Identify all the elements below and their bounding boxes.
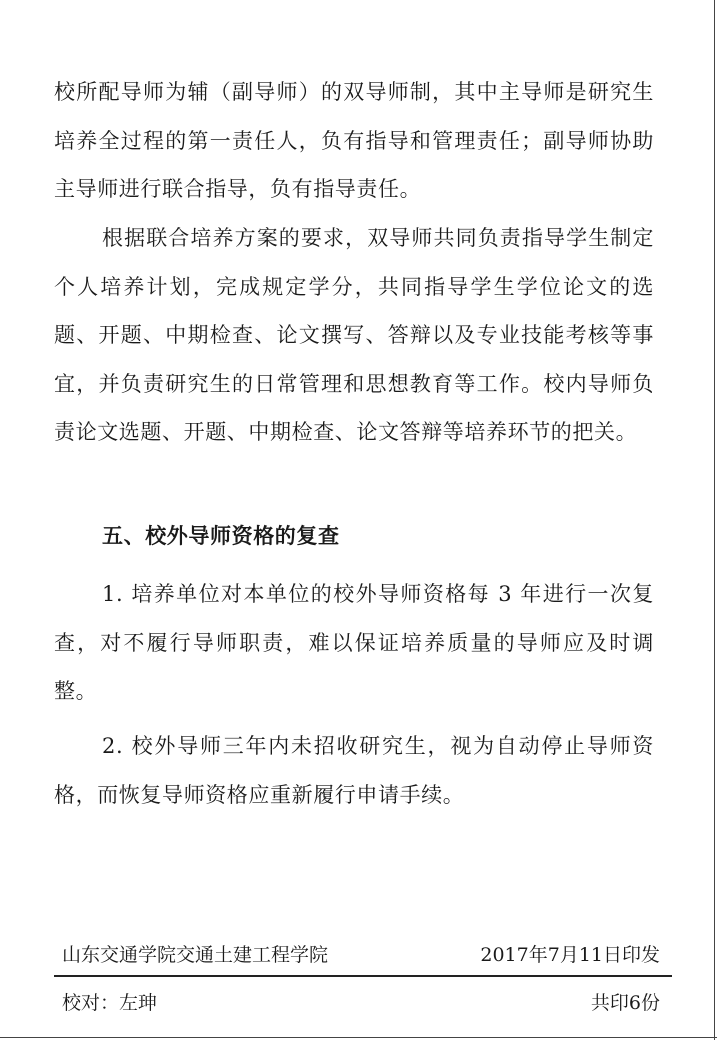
footer-proof-row — [62, 984, 660, 1018]
paragraph-review-item-1: 1. 培养单位对本单位的校外导师资格每 3 年进行一次复查，对不履行导师职责，难以保证培养质量的导师应及时调整。 — [54, 582, 654, 703]
section-heading-review: 五、校外导师资格的复查 — [102, 523, 340, 548]
paragraph-review-item-2: 2. 校外导师三年内未招收研究生，视为自动停止导师资格，而恢复导师资格应重新履行申请手续。 — [54, 734, 654, 807]
footer-issue-row — [62, 936, 660, 970]
footer-issuer: 山东交通学院交通土建工程学院 — [62, 943, 329, 966]
footer-copies: 共印6份 — [590, 991, 660, 1014]
paragraph-joint-training: 根据联合培养方案的要求，双导师共同负责指导学生制定个人培养计划，完成规定学分，共同指导学生学位论文的选题、开题、中期检查、论文撰写、答辩以及专业技能考核等事宜，并负责研究生的日常管理和思想教育等工作。校内导师负责论文选题、开题、中期检查、论文答辩等培养环节的把关。 — [54, 226, 654, 444]
page-border-bottom — [0, 1037, 717, 1038]
page-border-right — [714, 0, 715, 1040]
footer-issue-date: 2017年7月11日印发 — [480, 943, 660, 966]
paragraph-dual-supervisor: 校所配导师为辅（副导师）的双导师制，其中主导师是研究生培养全过程的第一责任人，负有指导和管理责任；副导师协助主导师进行联合指导，负有指导责任。 — [54, 80, 654, 201]
footer-proofreader: 校对：左珅 — [62, 991, 158, 1014]
footer-divider — [54, 975, 672, 977]
